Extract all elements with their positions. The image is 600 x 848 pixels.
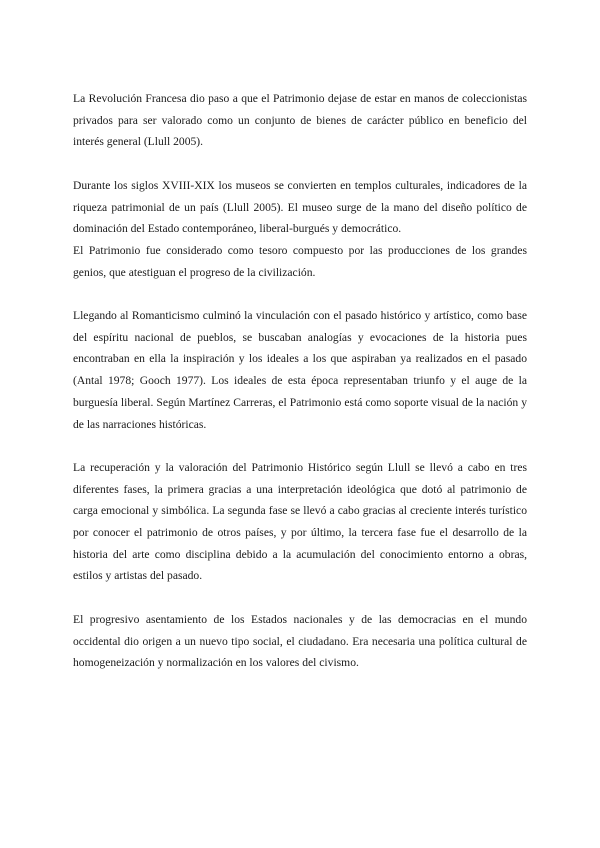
paragraph-spacer	[73, 283, 527, 305]
paragraph-patrimonio-tesoro: El Patrimonio fue considerado como tesoro compuesto por las producciones de los grandes genios, que atestiguan el progreso de la civilización.	[73, 243, 527, 279]
paragraph-romanticismo: Llegando al Romanticismo culminó la vinculación con el pasado histórico y artístico, como base del espíritu nacional de pueblos, se buscaban analogías y evocaciones de la historia pues encontraban en ella la inspiración y los ideales a los que aspiraban ya realizados en el pasado (Antal 1978; Gooch 1977). Los ideales de esta época representaban triunfo y el auge de la burguesía liberal. Según Martínez Carreras, el Patrimonio está como soporte visual de la nación y de las narraciones históricas.	[73, 309, 527, 431]
paragraph-siglos-xviii-xix: Durante los siglos XVIII-XIX los museos se convierten en templos culturales, indicadores de la riqueza patrimonial de un país (Llull 2005). El museo surge de la mano del diseño político de dominación del Estado contemporáneo, liberal-burgués y democrático.	[73, 178, 527, 236]
paragraph-revolucion-francesa: La Revolución Francesa dio paso a que el Patrimonio dejase de estar en manos de coleccionistas privados para ser valorado como un conjunto de bienes de carácter público en beneficio del interés general (Llull 2005).	[73, 92, 527, 149]
paragraph-recuperacion-fases: La recuperación y la valoración del Patrimonio Histórico según Llull se llevó a cabo en tres diferentes fases, la primera gracias a una interpretación ideológica que dotó al patrimonio de carga emocional y simbólica. La segunda fase se llevó a cabo gracias al creciente interés turístico por conocer el patrimonio de otros países, y por último, la tercera fase fue el desarrollo de la historia del arte como disciplina debido a la acumulación del conocimiento entorno a obras, estilos y artistas del pasado.	[73, 460, 527, 583]
paragraph-spacer	[73, 153, 527, 175]
paragraph-estados-nacionales: El progresivo asentamiento de los Estados nacionales y de las democracias en el mundo occidental dio origen a un nuevo tipo social, el ciudadano. Era necesaria una política cultural de homogeneización y normalización en los valores del civismo.	[73, 612, 527, 670]
paragraph-spacer	[73, 435, 527, 457]
paragraph-spacer	[73, 587, 527, 609]
